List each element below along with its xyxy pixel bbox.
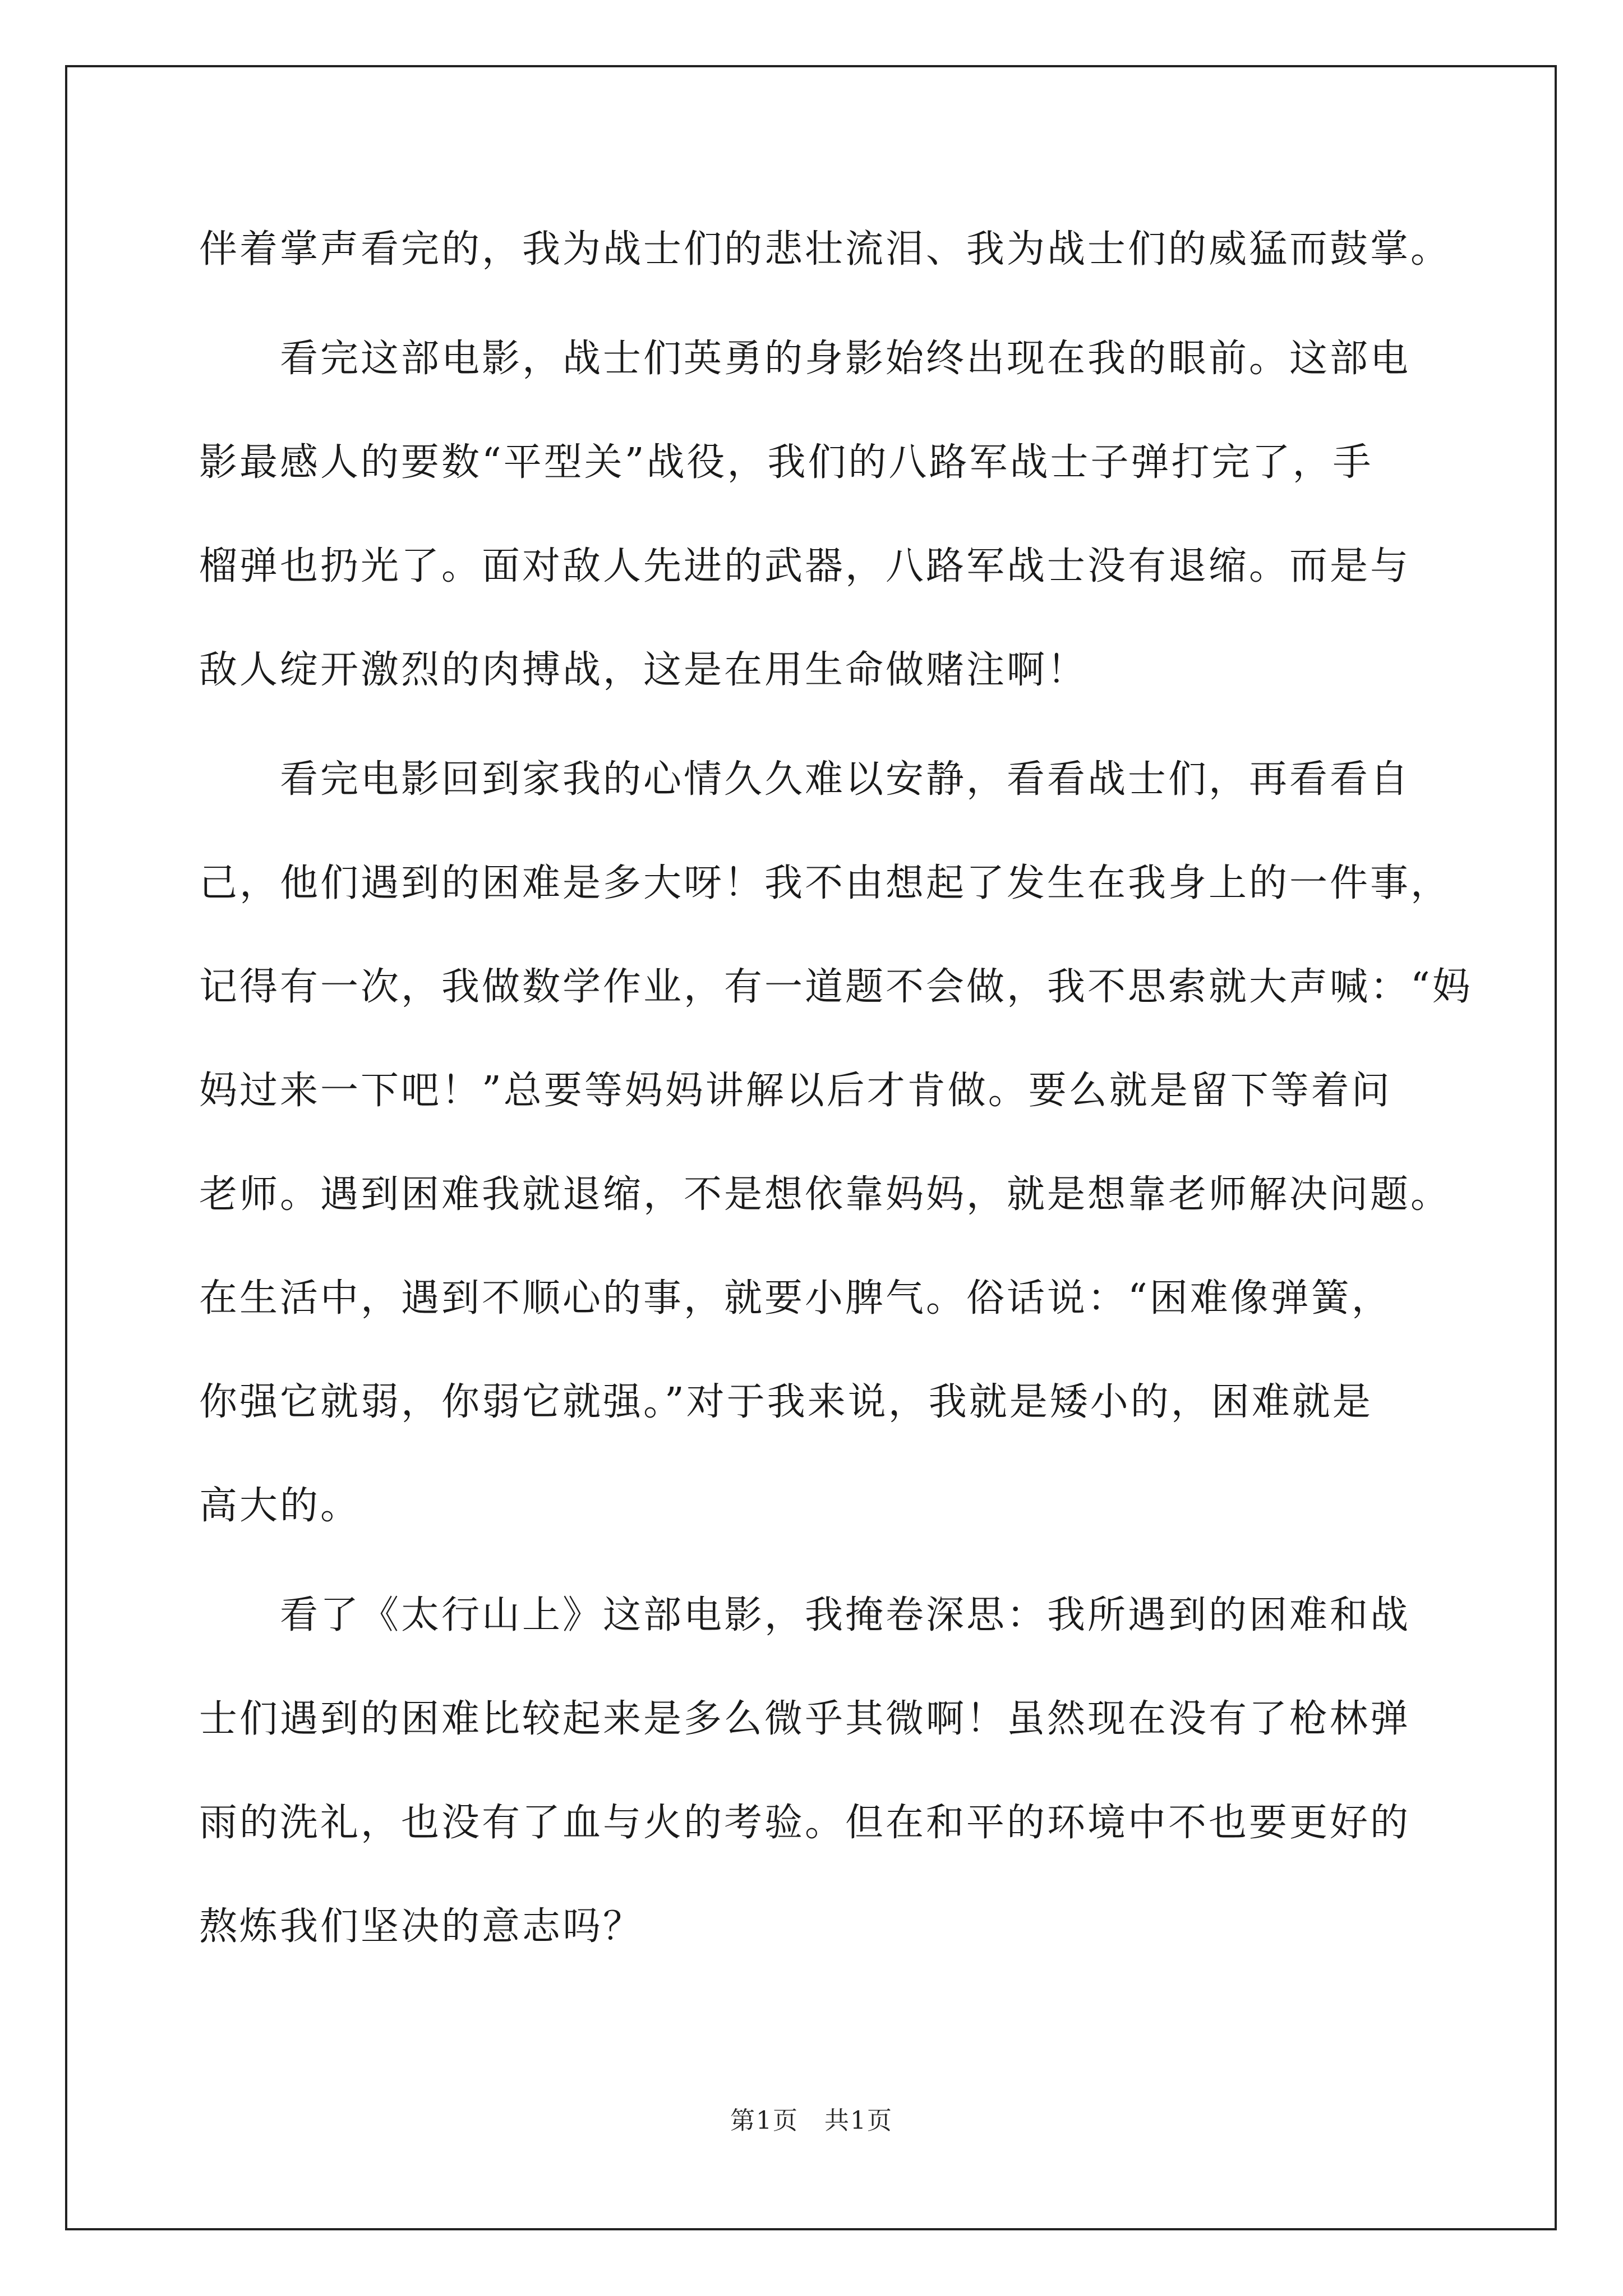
text-line: 高大的。 bbox=[199, 1484, 361, 1528]
text-line: 看了《太行山上》这部电影，我掩卷深思：我所遇到的困难和战 bbox=[199, 1593, 1411, 1637]
text-line: 在生活中，遇到不顺心的事，就要小脾气。俗话说：“困难像弹簧， bbox=[199, 1276, 1392, 1320]
text-line: 记得有一次，我做数学作业，有一道题不会做，我不思索就大声喊：“妈 bbox=[199, 965, 1473, 1009]
text-line: 伴着掌声看完的，我为战士们的悲壮流泪、我为战士们的威猛而鼓掌。 bbox=[199, 227, 1451, 272]
text-line: 你强它就弱，你弱它就强。”对于我来说，我就是矮小的，困难就是 bbox=[199, 1380, 1373, 1424]
text-line: 熬炼我们坚决的意志吗？ bbox=[199, 1904, 644, 1949]
text-line: 榴弹也扔光了。面对敌人先进的武器，八路军战士没有退缩。而是与 bbox=[199, 544, 1411, 588]
text-line: 看完电影回到家我的心情久久难以安静，看看战士们，再看看自 bbox=[199, 757, 1411, 802]
text-line: 士们遇到的困难比较起来是多么微乎其微啊！虽然现在没有了枪林弹 bbox=[199, 1697, 1411, 1741]
page-number-footer: 第1页 共1页 bbox=[730, 2106, 893, 2135]
text-line: 妈过来一下吧！”总要等妈妈讲解以后才肯做。要么就是留下等着问 bbox=[199, 1069, 1392, 1113]
text-line: 影最感人的要数“平型关”战役，我们的八路军战士子弹打完了，手 bbox=[199, 440, 1373, 485]
text-line: 看完这部电影，战士们英勇的身影始终出现在我的眼前。这部电 bbox=[199, 337, 1411, 381]
text-line: 雨的洗礼，也没有了血与火的考验。但在和平的环境中不也要更好的 bbox=[199, 1801, 1411, 1845]
text-line: 己，他们遇到的困难是多大呀！我不由想起了发生在我身上的一件事， bbox=[199, 861, 1451, 905]
text-line: 老师。遇到困难我就退缩，不是想依靠妈妈，就是想靠老师解决问题。 bbox=[199, 1172, 1451, 1217]
text-line: 敌人绽开激烈的肉搏战，这是在用生命做赌注啊！ bbox=[199, 648, 1088, 692]
